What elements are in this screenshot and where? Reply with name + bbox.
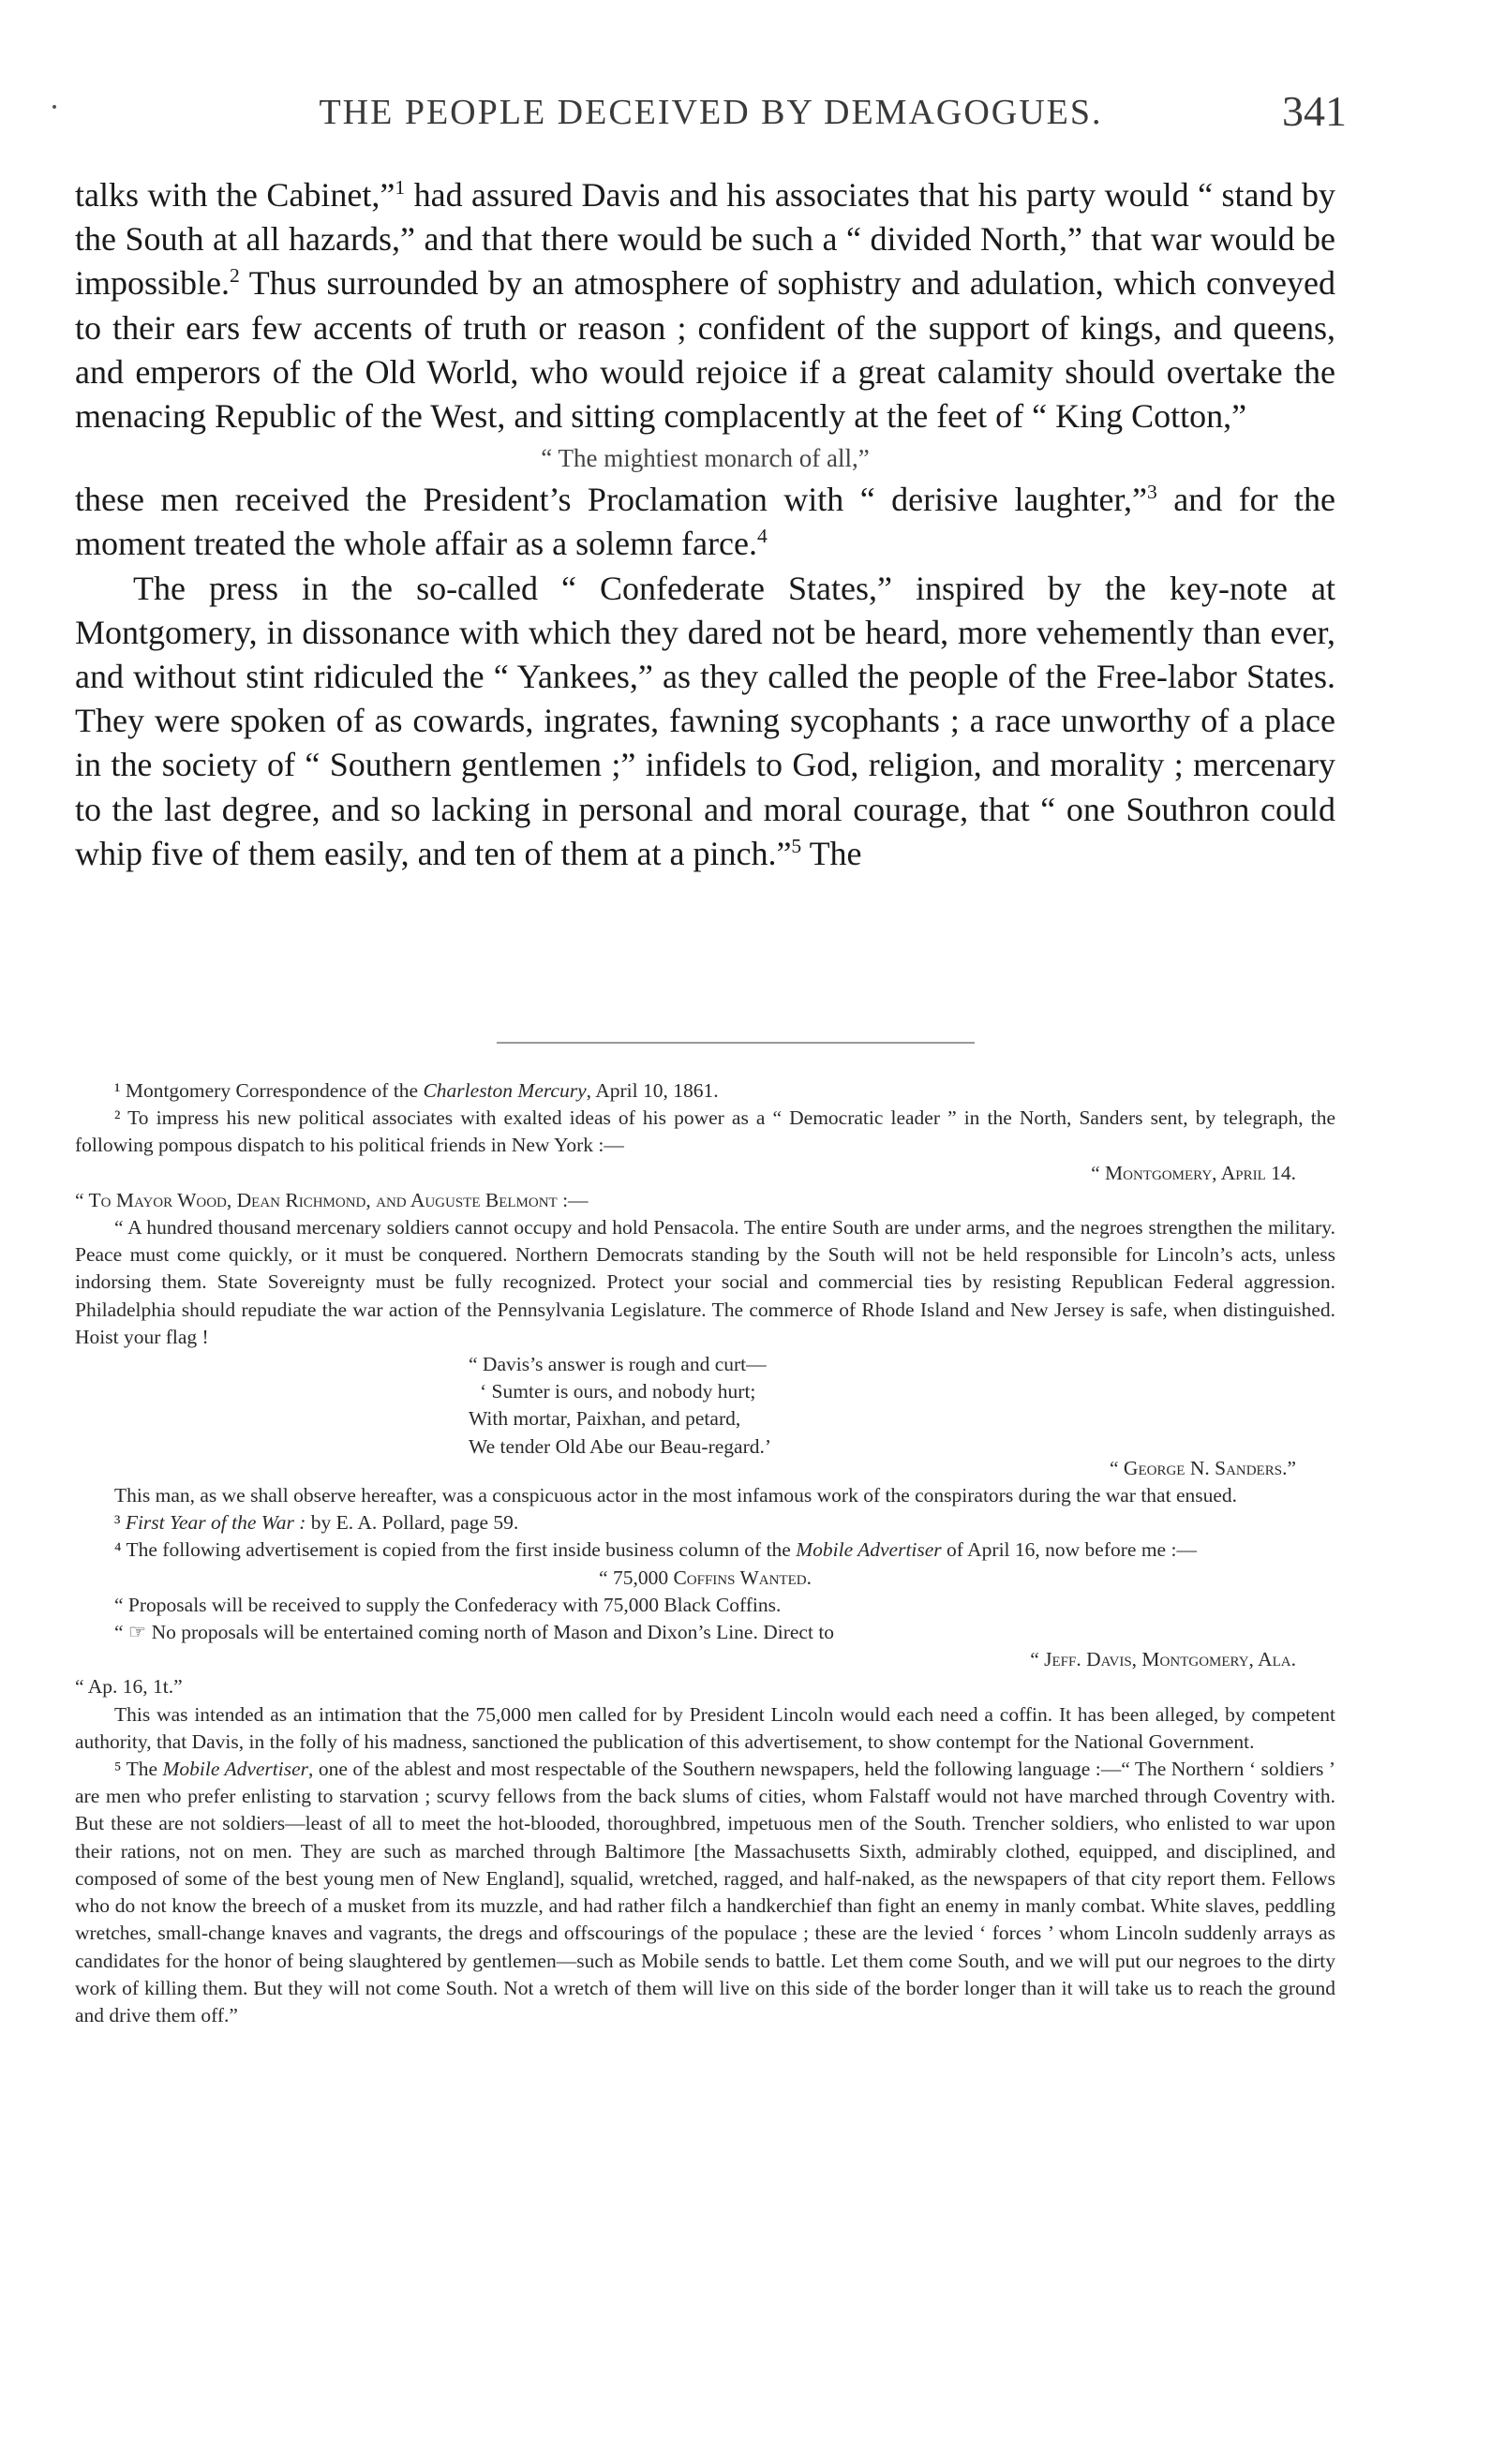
footnote-ref-2: 2: [230, 264, 240, 288]
dispatch-address: “ To Mayor Wood, Dean Richmond, and Auguste Belmont :—: [75, 1188, 589, 1211]
italic-title: Mobile Advertiser: [162, 1758, 309, 1781]
footnote-mark: ³: [114, 1511, 121, 1535]
footnote-ref-1: 1: [395, 176, 406, 199]
footnote-4: [75, 1536, 1335, 1564]
text-run: talks with the Cabinet,”: [75, 176, 395, 214]
footnote-2-continuation: This man, as we shall observe hereafter, was a conspicuous actor in the most infamous work of the conspirators during the war that ensued.: [114, 1484, 1238, 1507]
verse: [75, 1351, 1335, 1461]
block-quote: “ The mightiest monarch of all,”: [541, 444, 870, 473]
advertisement-signature: “ Jeff. Davis, Montgomery, Ala.: [1030, 1648, 1296, 1671]
footnote-4-continuation: This was intended as an intimation that the 75,000 men called for by President Lincoln would each need a coffin. It has been alleged, by competent authority, that Davis, in the folly of his madness, sanctioned the publication of this advertisement, to show contempt for the National Government.: [75, 1702, 1335, 1753]
advertisement-line: “ Proposals will be received to supply the Confederacy with 75,000 Black Coffins.: [114, 1593, 782, 1616]
italic-title: First Year of the War :: [125, 1511, 306, 1535]
footnote-ref-4: 4: [757, 525, 768, 548]
footnote-ref-5: 5: [791, 834, 802, 857]
footnote-divider: [497, 1042, 975, 1044]
advertisement-date: “ Ap. 16, 1t.”: [75, 1675, 183, 1699]
text-run: Thus surrounded by an atmosphere of sophistry and adulation, which conveyed to their ears few accents of truth or reason ; confident of the support of kings, and queens, and emperors of the Old World, who would rejoice if a great calamity should overtake the menacing Republic of the West, and sitting complacently at the feet of “ King Cotton,”: [75, 264, 1335, 436]
text-run: To impress his new political associates with exalted ideas of his power as a “ Democratic leader ” in the North, Sanders sent, by telegraph, the following pompous dispatch to his political friends in New York :—: [75, 1106, 1335, 1157]
running-header: [75, 87, 1347, 148]
footnote-mark: ⁵: [114, 1758, 122, 1781]
dispatch-dateline: “ Montgomery, April 14.: [1091, 1161, 1296, 1184]
footnotes: [75, 1077, 1335, 2029]
dispatch-signature: “ George N. Sanders.”: [1110, 1456, 1296, 1479]
verse-line: We tender Old Abe our Beau-regard.’: [469, 1434, 772, 1458]
text-run: by E. A. Pollard, page 59.: [306, 1511, 519, 1535]
pointing-hand-icon: ☞: [127, 1621, 147, 1644]
text-run: and for the moment treated the whole affair as a solemn farce.: [75, 481, 1335, 563]
text-run: , April 10, 1861.: [586, 1079, 719, 1102]
verse-line: ‘ Sumter is ours, and nobody hurt;: [480, 1380, 756, 1403]
footnote-3: [75, 1509, 1335, 1536]
dispatch-body: “ A hundred thousand mercenary soldiers cannot occupy and hold Pensacola. The entire South are under arms, and the negroes strengthen the military. Peace must come quickly, or it must be conquered. Northern Democrats standing by the South will not be held responsible for Lincoln’s acts, unless indorsing them. State Sovereignty must be fully recognized. Protect your social and commercial ties by resisting Republican Federal aggression. Philadelphia should repudiate the war action of the Pennsylvania Legislature. The commerce of Rhode Island and New Jersey is safe, when distinguished. Hoist your flag !: [75, 1216, 1335, 1348]
footnote-5: [75, 1756, 1335, 2029]
footnote-mark: ⁴: [114, 1538, 122, 1562]
footnote-ref-3: 3: [1147, 481, 1157, 504]
text-run: these men received the President’s Proclamation with “ derisive laughter,”: [75, 481, 1147, 519]
advertisement-heading: “ 75,000 Coffins Wanted.: [599, 1566, 812, 1589]
verse-line: “ Davis’s answer is rough and curt—: [469, 1353, 767, 1376]
running-title: THE PEOPLE DECEIVED BY DEMAGOGUES.: [319, 93, 1103, 132]
text-run: had assured Davis and his associates that his party would “ stand by the South at all hazards,” and that there would be such a “ divided North,” that war would be impossible.: [75, 176, 1335, 303]
paragraph-3: [75, 567, 1335, 876]
text-run: No proposals will be entertained coming north of Mason and Dixon’s Line. Direct to: [146, 1621, 835, 1644]
footnote-mark: ²: [114, 1106, 121, 1130]
italic-title: Mobile Advertiser: [796, 1538, 942, 1562]
page-number: 341: [1282, 87, 1347, 135]
italic-title: Charleston Mercury: [423, 1079, 587, 1102]
footnote-mark: ¹: [114, 1079, 121, 1102]
paragraph-1: [75, 173, 1335, 438]
footnote-1: [75, 1077, 1335, 1105]
text-run: of April 16, now before me :—: [941, 1538, 1197, 1562]
main-text: [75, 173, 1335, 876]
page-speck: [52, 105, 56, 109]
footnote-2: [75, 1105, 1335, 1159]
verse-line: With mortar, Paixhan, and petard,: [469, 1407, 741, 1431]
text-run: The: [121, 1758, 163, 1781]
paragraph-2: [75, 478, 1335, 566]
text-run: Montgomery Correspondence of the: [120, 1079, 424, 1102]
text-run: , one of the ablest and most respectable of the Southern newspapers, held the following language :—“ The Northern ‘ soldiers ’ are men who prefer enlisting to starvation ; scurvy fellows from the back slums of cities, whom Falstaff would not have marched through Coventry with. But these are not soldiers—least of all to meet the hot-blooded, thoroughbred, impetuous men of the South. Trencher soldiers, who enlisted to war upon their rations, not on men. They are such as marched through Baltimore [the Massachusetts Sixth, admirably clothed, equipped, and disciplined, and composed of some of the best young men of New England], squalid, wretched, ragged, and half-naked, as the newspapers of that city report them. Fellows who do not know the breech of a musket from its muzzle, and had rather filch a handkerchief than fight an enemy in manly combat. White slaves, peddling wretches, small-change knaves and vagrants, the dregs and offscourings of the populace ; these are the levied ‘ forces ’ whom Lincoln suddenly arrays as candidates for the honor of being slaughtered by gentlemen—such as Mobile sends to battle. Let them come South, and we will put our negroes to the dirty work of killing them. But they will not come South. Not a wretch of them will live on this side of the border longer than it will take us to reach the ground and drive them off.”: [75, 1758, 1335, 2026]
advertisement-line: “ ☞ No proposals will be entertained coming north of Mason and Dixon’s Line. Direct to: [114, 1621, 835, 1644]
text-run: The following advertisement is copied from the first inside business column of the: [121, 1538, 797, 1562]
text-run: The: [801, 834, 862, 872]
text-run: The press in the so-called “ Confederate States,” inspired by the key-note at Montgomery, in dissonance with which they dared not be heard, more vehemently than ever, and without stint ridiculed the “ Yankees,” as they called the people of the Free-labor States. They were spoken of as cowards, ingrates, fawning sycophants ; a race unworthy of a place in the society of “ Southern gentlemen ;” infidels to God, religion, and morality ; mercenary to the last degree, and so lacking in personal and moral courage, that “ one Southron could whip five of them easily, and ten of them at a pinch.”: [75, 569, 1335, 872]
